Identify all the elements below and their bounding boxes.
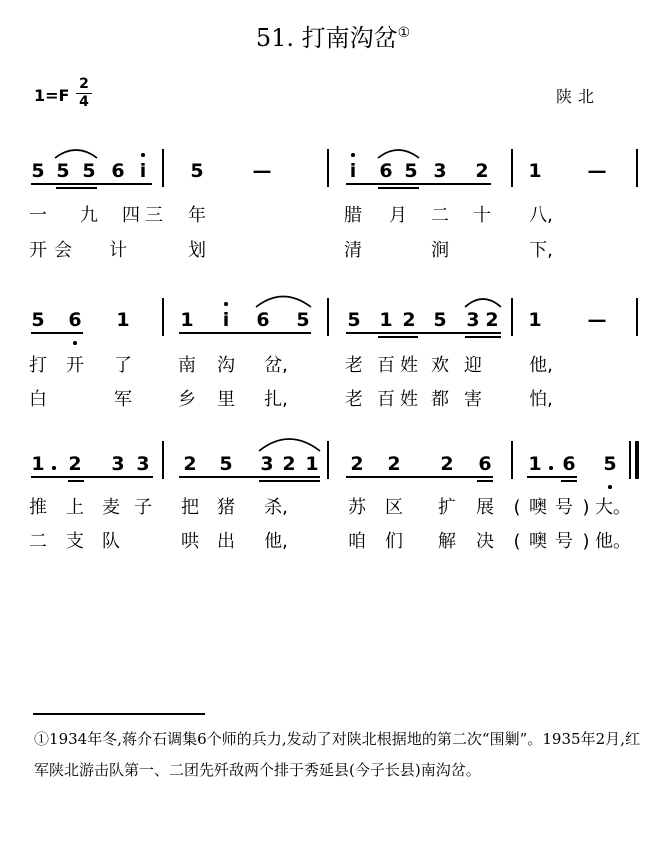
song-number: 51. [255,24,294,52]
lyric: 都 [431,389,449,410]
lyric: 划 [188,240,206,261]
lyric: 号 [555,531,573,552]
lyric: 姓 [400,355,418,376]
note: 5 [404,160,418,182]
lyric: 二 [29,531,47,552]
note: i [349,160,357,182]
lyric: 区 [385,497,403,518]
lyric: 展 [476,497,494,518]
note: 6 [478,453,492,475]
note: 5 [219,453,233,475]
lyric: 们 [385,531,403,552]
note: 3 [433,160,447,182]
footnote: ①1934年冬,蒋介石调集6个师的兵力,发动了对陕北根据地的第二次“围剿”。1935年2月,红军陕北游击队第一、二团先歼敌两个排于秀延县(今子长县)南沟岔。 [34,730,640,779]
note: i [139,160,147,182]
lyric: 白 [29,389,47,410]
lyric: 岔, [264,355,288,376]
note: 3 [136,453,150,475]
note: 2 [440,453,454,475]
lyric: 扎, [264,389,288,410]
note: 5 [296,309,310,331]
lyric: 腊 [344,205,362,226]
note: 5 [82,160,96,182]
note: 2 [183,453,197,475]
lyric: 子 [134,497,152,518]
slur [55,150,97,158]
lyric: 九 [80,205,98,226]
lyric: 麦 [102,497,120,518]
meter-top: 2 [79,76,89,92]
lyric: 咱 [348,531,366,552]
note: 1 [379,309,393,331]
note: 1 [116,309,130,331]
note: 6 [256,309,270,331]
note: 5 [31,309,45,331]
footnote-rule [33,713,205,715]
lyric: 百 [377,389,395,410]
lyric: 迎 [464,355,482,376]
lyric: 四 [122,205,140,226]
lyric: 老 [345,389,363,410]
lyric: 他, [529,355,553,376]
note: 6 [379,160,393,182]
note: 1 [180,309,194,331]
note: 3 [466,309,480,331]
note: 2 [485,309,499,331]
note: 2 [350,453,364,475]
lyric: ( [513,531,521,552]
lyric: ( [513,497,521,518]
note: 5 [347,309,361,331]
note: 1 [31,453,45,475]
note: 1 [528,309,542,331]
lyric: 清 [344,240,362,261]
note: 5 [603,453,617,475]
note: 2 [282,453,296,475]
lyric: 开 [29,240,47,261]
note: — [587,160,607,182]
lyric: 队 [102,531,120,552]
lyric: 军 [114,389,132,410]
lyric: 八, [529,205,553,226]
lyric: 下, [529,240,553,261]
meter-bottom: 4 [76,93,92,111]
note: 1 [528,453,542,475]
lyric: 苏 [348,497,366,518]
note: 3 [111,453,125,475]
key-signature: 1=F [34,86,70,105]
lyric: ) [582,497,590,518]
lyric: 南 [178,355,196,376]
lyric: 扩 [438,497,456,518]
note: 1 [305,453,319,475]
region-label: 陕北 [556,87,601,106]
lyric: 一 [29,205,47,226]
lyric: 上 [66,497,84,518]
slur [256,297,311,308]
lyric: 决 [476,531,494,552]
lyric: 欢 [431,355,449,376]
lyric: 解 [438,531,456,552]
lyric: 杀, [264,497,288,518]
lyric: 计 [109,240,127,261]
footnote-marker: ① [397,25,411,41]
note: 2 [387,453,401,475]
note: 5 [433,309,447,331]
note: i [222,309,230,331]
slur [259,439,320,451]
lyric: 涧 [431,240,449,261]
lyric: 二 [431,205,449,226]
note: 3 [260,453,274,475]
lyric: ) [582,531,590,552]
lyric: 里 [217,389,235,410]
note: 5 [31,160,45,182]
song-name: 打南沟岔 [301,24,398,52]
lyric: 猪 [217,497,235,518]
lyric: 沟 [217,355,235,376]
lyric: 老 [345,355,363,376]
lyric: 姓 [400,389,418,410]
note: 2 [475,160,489,182]
lyric: 噢 [529,531,547,552]
note: 2 [402,309,416,331]
lyric: 推 [29,497,47,518]
note: 6 [111,160,125,182]
slur [378,150,419,158]
note: 5 [190,160,204,182]
lyric: 噢 [529,497,547,518]
lyric: 他。 [595,531,631,552]
note: 5 [56,160,70,182]
lyric: 月 [389,205,407,226]
lyric: 把 [181,497,199,518]
lyric: 百 [377,355,395,376]
note: — [587,309,607,331]
lyric: 年 [188,205,206,226]
slur [465,299,501,307]
lyric: 乡 [178,389,196,410]
lyric: 十 [473,205,491,226]
lyric: 了 [114,355,132,376]
lyric: 支 [66,531,84,552]
lyric: 打 [29,355,47,376]
note: — [252,160,272,182]
note: 1 [528,160,542,182]
note: 6 [68,309,82,331]
lyric: 三 [145,205,163,226]
note: 6 [562,453,576,475]
lyric: 怕, [529,389,553,410]
lyric: 会 [54,240,72,261]
lyric: 号 [555,497,573,518]
lyric: 开 [66,355,84,376]
lyric: 害 [464,389,482,410]
lyric: 出 [217,531,235,552]
lyric: 哄 [181,531,199,552]
lyric: 他, [264,531,288,552]
lyric: 大。 [595,497,631,518]
note: 2 [68,453,82,475]
